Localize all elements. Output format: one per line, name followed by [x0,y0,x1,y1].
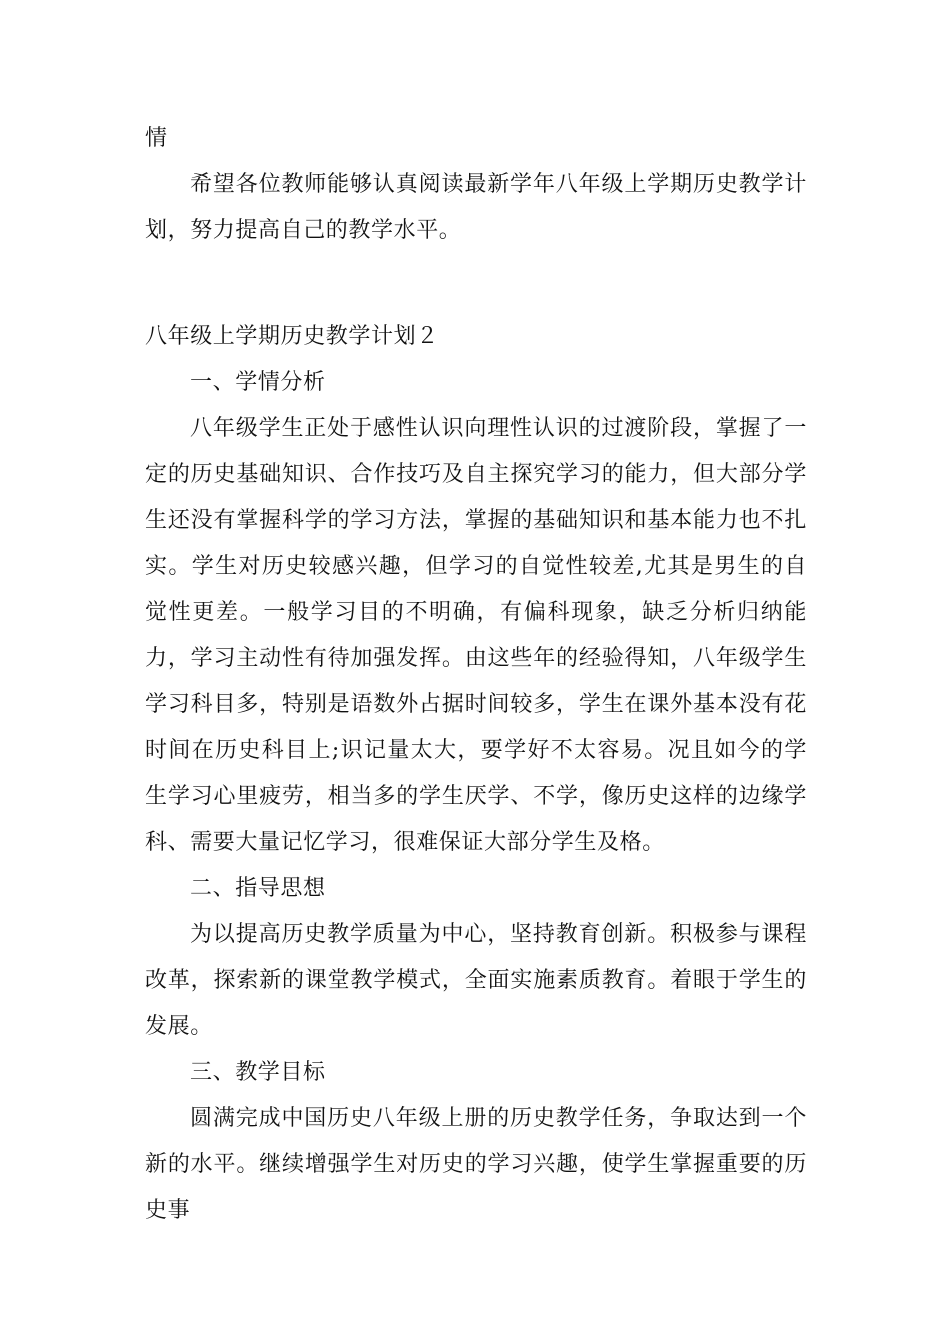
section-body-2: 为以提高历史教学质量为中心，坚持教育创新。积极参与课程改革，探索新的课堂教学模式，全面实施素质教育。着眼于学生的发展。 [145,922,807,1039]
section-heading-3: 三、教学目标 [190,1060,326,1085]
document-title: 八年级上学期历史教学计划２ [145,324,439,349]
section-heading-1: 一、学情分析 [190,370,326,395]
section-body-3: 圆满完成中国历史八年级上册的历史教学任务，争取达到一个新的水平。继续增强学生对历史的学习兴趣，使学生掌握重要的历史事 [145,1106,807,1223]
section-heading-2: 二、指导思想 [190,876,326,901]
section-body-1: 八年级学生正处于感性认识向理性认识的过渡阶段，掌握了一定的历史基础知识、合作技巧及自主探究学习的能力，但大部分学生还没有掌握科学的学习方法，掌握的基础知识和基本能力也不扎实。学生对历史较感兴趣，但学习的自觉性较差,尤其是男生的自觉性更差。一般学习目的不明确，有偏科现象，缺乏分析归纳能力，学习主动性有待加强发挥。由这些年的经验得知，八年级学生学习科目多，特别是语数外占据时间较多，学生在课外基本没有花时间在历史科目上;识记量太大，要学好不太容易。况且如今的学生学习心里疲劳，相当多的学生厌学、不学，像历史这样的边缘学科、需要大量记忆学习，很难保证大部分学生及格。 [145,416,807,855]
document-body [145,116,807,1234]
paragraph-continuation: 情 [145,126,168,151]
spacer [145,254,807,314]
paragraph-closing: 希望各位教师能够认真阅读最新学年八年级上学期历史教学计划，努力提高自己的教学水平。 [145,172,807,243]
